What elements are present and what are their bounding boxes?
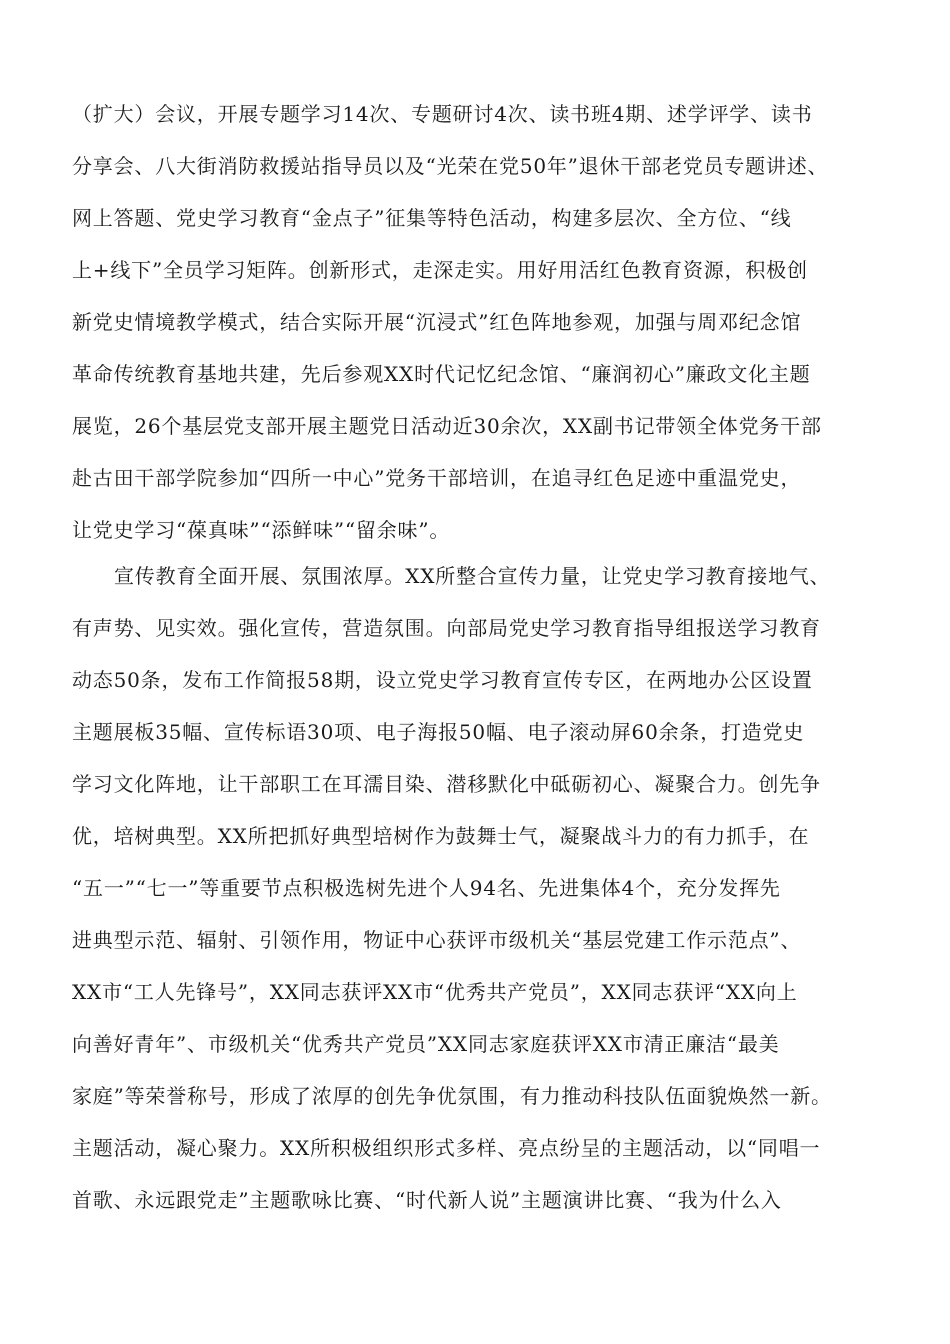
paragraph-1 — [72, 88, 892, 556]
paragraph-1-line: 革命传统教育基地共建，先后参观XX时代记忆纪念馆、“廉润初心”廉政文化主题 — [72, 362, 811, 386]
paragraph-2-line: 家庭”等荣誉称号，形成了浓厚的创先争优氛围，有力推动科技队伍面貌焕然一新。 — [72, 1084, 832, 1108]
paragraph-2-line: 优，培树典型。XX所把抓好典型培树作为鼓舞士气，凝聚战斗力的有力抓手，在 — [72, 824, 810, 848]
paragraph-2-line: 主题活动，凝心聚力。XX所积极组织形式多样、亮点纷呈的主题活动，以“同唱一 — [72, 1136, 821, 1160]
paragraph-1-line: 赴古田干部学院参加“四所一中心”党务干部培训，在追寻红色足迹中重温党史， — [72, 466, 802, 490]
paragraph-2-line: “五一”“七一”等重要节点积极选树先进个人94名、先进集体4个，充分发挥先 — [72, 876, 781, 900]
paragraph-2-line: XX市“工人先锋号”，XX同志获评XX市“优秀共产党员”，XX同志获评“XX向上 — [72, 980, 798, 1004]
paragraph-1-line: 分享会、八大街消防救援站指导员以及“光荣在党50年”退休干部老党员专题讲述、 — [72, 154, 829, 178]
paragraph-1-line: 让党史学习“葆真味”“添鲜味”“留余味”。 — [72, 518, 451, 542]
paragraph-2-line: 首歌、永远跟党走”主题歌咏比赛、“时代新人说”主题演讲比赛、“我为什么入 — [72, 1188, 782, 1212]
paragraph-2-line: 学习文化阵地，让干部职工在耳濡目染、潜移默化中砥砺初心、凝聚合力。创先争 — [72, 772, 821, 796]
paragraph-2-line: 宣传教育全面开展、氛围浓厚。XX所整合宣传力量，让党史学习教育接地气、 — [114, 564, 831, 588]
paragraph-2-line: 动态50条，发布工作简报58期，设立党史学习教育宣传专区，在两地办公区设置 — [72, 668, 813, 692]
paragraph-1-line: 新党史情境教学模式，结合实际开展“沉浸式”红色阵地参观，加强与周邓纪念馆 — [72, 310, 802, 334]
paragraph-2-line: 进典型示范、辐射、引领作用，物证中心获评市级机关“基层党建工作示范点”、 — [72, 928, 802, 952]
paragraph-1-line: 上+线下”全员学习矩阵。创新形式，走深走实。用好用活红色教育资源，积极创 — [72, 258, 808, 282]
paragraph-2-line: 主题展板35幅、宣传标语30项、电子海报50幅、电子滚动屏60余条，打造党史 — [72, 720, 805, 744]
paragraph-1-line: （扩大）会议，开展专题学习14次、专题研讨4次、读书班4期、述学评学、读书 — [72, 102, 813, 126]
paragraph-2-line: 有声势、见实效。强化宣传，营造氛围。向部局党史学习教育指导组报送学习教育 — [72, 616, 821, 640]
paragraph-2 — [72, 550, 892, 1226]
paragraph-2-line: 向善好青年”、市级机关“优秀共产党员”XX同志家庭获评XX市清正廉洁“最美 — [72, 1032, 780, 1056]
paragraph-1-line: 展览，26个基层党支部开展主题党日活动近30余次，XX副书记带领全体党务干部 — [72, 414, 822, 438]
paragraph-1-line: 网上答题、党史学习教育“金点子”征集等特色活动，构建多层次、全方位、“线 — [72, 206, 792, 230]
